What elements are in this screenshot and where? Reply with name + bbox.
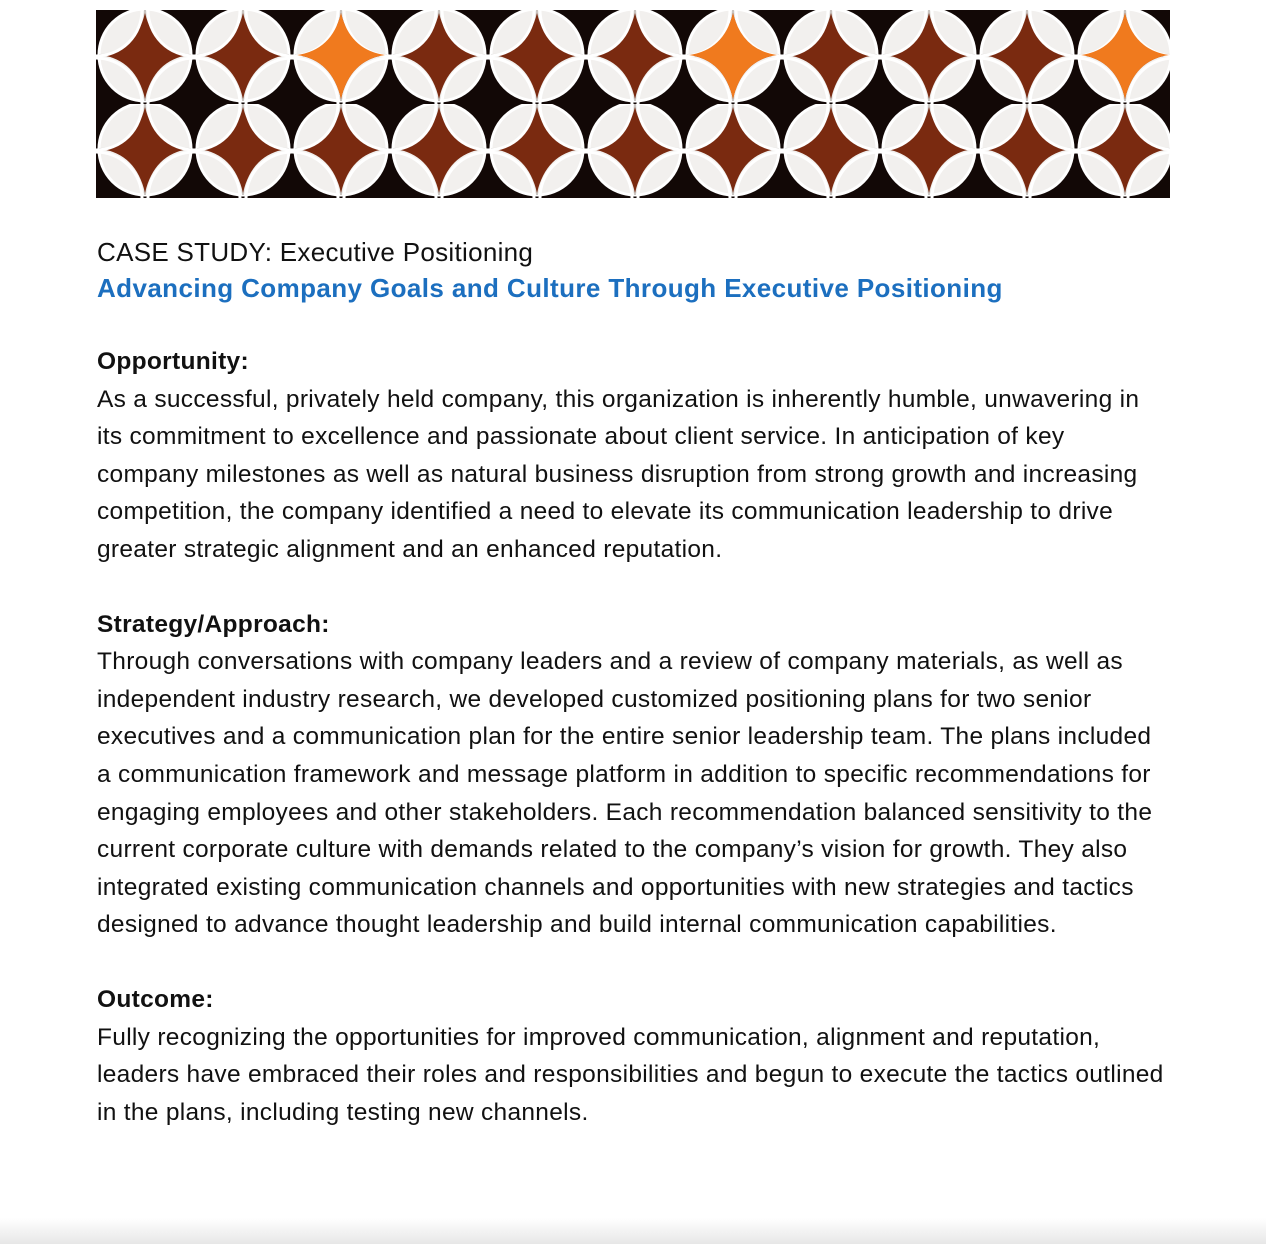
section-body: Fully recognizing the opportunities for improved communication, alignment and reputation, leaders have embraced their roles and responsibilities and begun to execute the tactics outlined in the plans, including testing new channels. <box>97 1023 1164 1126</box>
section-heading: Strategy/Approach: <box>97 610 330 638</box>
case-study-kicker: CASE STUDY: Executive Positioning <box>97 237 534 267</box>
section-body: As a successful, privately held company, this organization is inherently humble, unwavering in its commitment to excellence and passionate about client service. In anticipation of key company milestones as well as natural business disruption from strong growth and increasing competition, the company identified a need to elevate its communication leadership to drive greater strategic alignment and an enhanced reputation. <box>97 385 1140 563</box>
opportunity-section <box>97 343 1165 569</box>
section-body: Through conversations with company leaders and a review of company materials, as well as independent industry research, we developed customized positioning plans for two senior executives and a communication plan for the entire senior leadership team. The plans included a communication framework and message platform in addition to specific recommendations for engaging employees and other stakeholders. Each recommendation balanced sensitivity to the current corporate culture with demands related to the company’s vision for growth. They also integrated existing communication channels and opportunities with new strategies and tactics designed to advance thought leadership and build internal communication capabilities. <box>97 648 1153 939</box>
section-heading: Outcome: <box>97 985 214 1013</box>
strategy-section <box>97 606 1165 944</box>
section-heading: Opportunity: <box>97 348 249 375</box>
decorative-tile-banner <box>96 10 1170 198</box>
page-title: Advancing Company Goals and Culture Through Executive Positioning <box>97 273 1003 303</box>
outcome-section <box>97 981 1165 1131</box>
case-study-document <box>97 234 1165 1131</box>
bottom-shadow <box>0 1218 1266 1244</box>
